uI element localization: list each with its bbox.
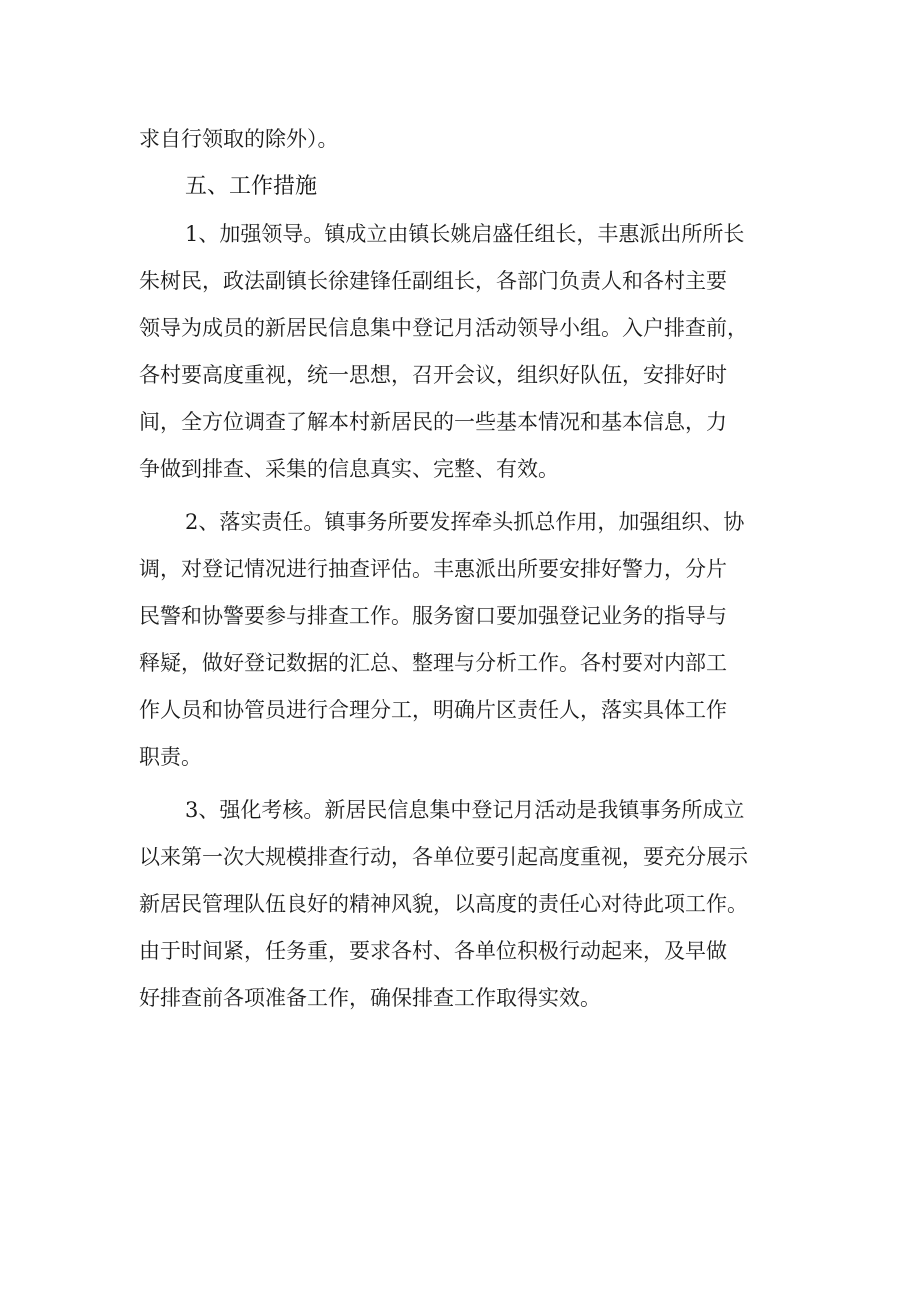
paragraph-3-line-2: 以来第一次大规模排查行动，各单位要引起高度重视，要充分展示 <box>139 845 748 869</box>
paragraph-2-line-3: 民警和协警要参与排查工作。服务窗口要加强登记业务的指导与 <box>139 604 727 628</box>
intro-tail-line: 求自行领取的除外）。 <box>139 127 339 151</box>
paragraph-1-line-3: 领导为成员的新居民信息集中登记月活动领导小组。入户排查前， <box>139 316 748 340</box>
paragraph-2-line-6: 职责。 <box>139 745 202 769</box>
paragraph-2-line-1: 2、落实责任。镇事务所要发挥牵头抓总作用，加强组织、协 <box>185 510 745 534</box>
paragraph-1-line-1: 1、加强领导。镇成立由镇长姚启盛任组长，丰惠派出所所长 <box>185 222 745 246</box>
paragraph-2-line-4: 释疑，做好登记数据的汇总、整理与分析工作。各村要对内部工 <box>139 651 727 675</box>
section-heading: 五、工作措施 <box>185 174 318 199</box>
paragraph-3-line-4: 由于时间紧，任务重，要求各村、各单位积极行动起来，及早做 <box>139 939 727 963</box>
paragraph-2-line-2: 调，对登记情况进行抽查评估。丰惠派出所要安排好警力，分片 <box>139 557 727 581</box>
paragraph-3-line-3: 新居民管理队伍良好的精神风貌，以高度的责任心对待此项工作。 <box>139 892 748 916</box>
paragraph-1-line-4: 各村要高度重视，统一思想，召开会议，组织好队伍，安排好时 <box>139 363 727 387</box>
paragraph-1-line-2: 朱树民，政法副镇长徐建锋任副组长，各部门负责人和各村主要 <box>139 269 727 293</box>
paragraph-3-line-1: 3、强化考核。新居民信息集中登记月活动是我镇事务所成立 <box>185 798 745 822</box>
paragraph-1-line-5: 间，全方位调查了解本村新居民的一些基本情况和基本信息，力 <box>139 410 727 434</box>
paragraph-3-line-5: 好排查前各项准备工作，确保排查工作取得实效。 <box>139 986 601 1010</box>
paragraph-1-line-6: 争做到排查、采集的信息真实、完整、有效。 <box>139 457 559 481</box>
paragraph-2-line-5: 作人员和协管员进行合理分工，明确片区责任人，落实具体工作 <box>139 698 727 722</box>
